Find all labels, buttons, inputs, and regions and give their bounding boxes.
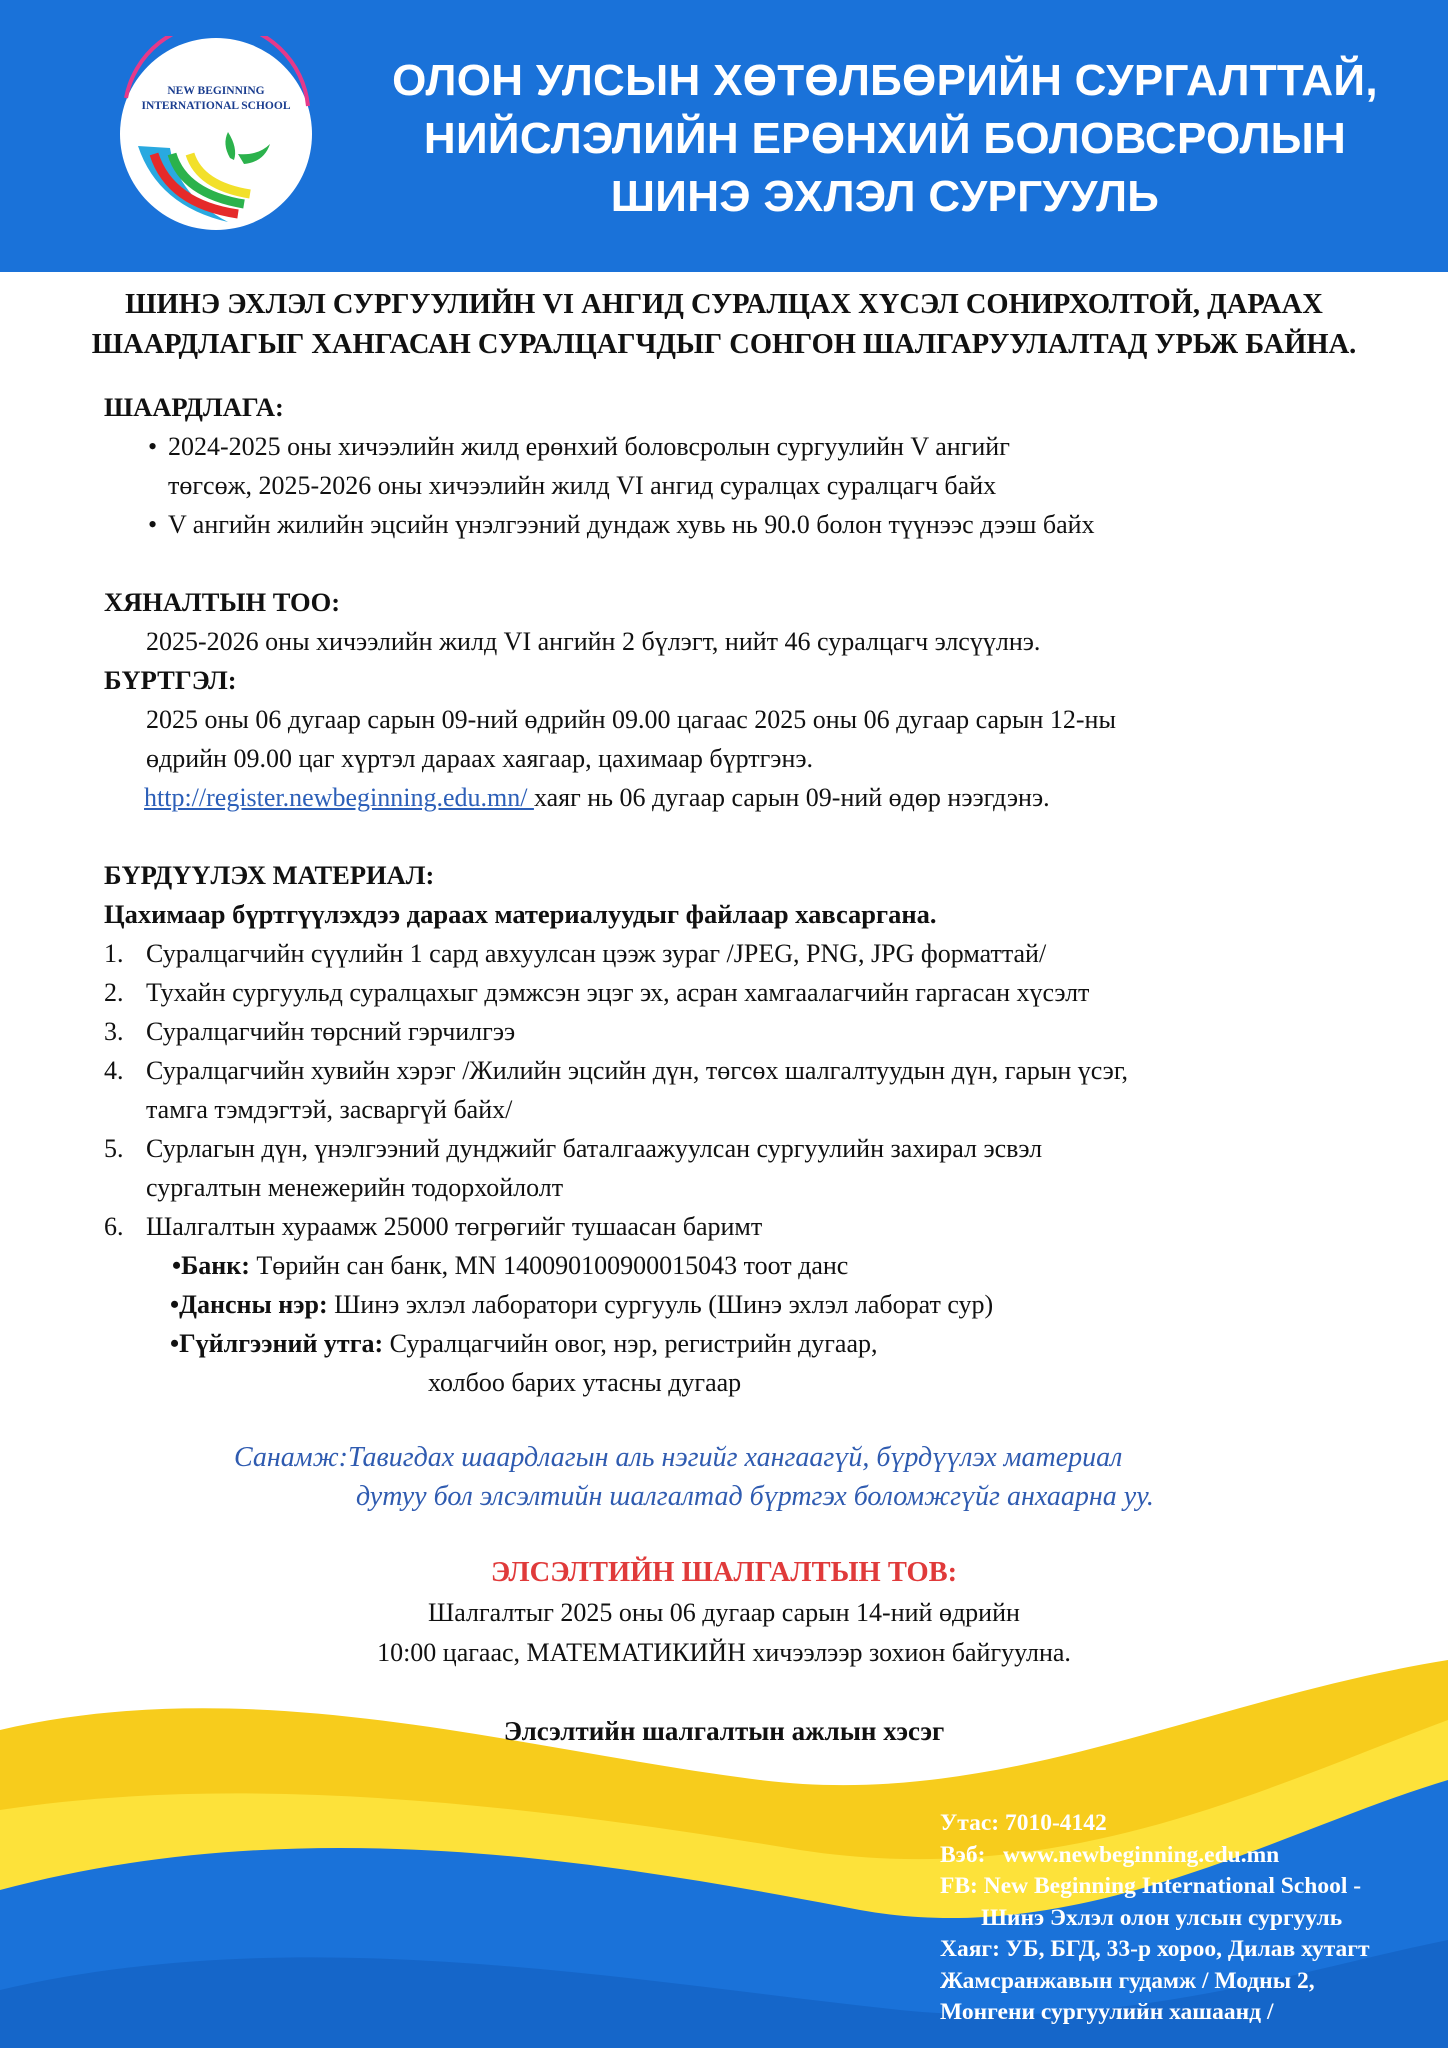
footer-heading: Элсэлтийн шалгалтын ажлын хэсэг: [503, 1716, 945, 1746]
material-number-1: 1.: [104, 939, 124, 968]
logo-text-line2: INTERNATIONAL SCHOOL: [141, 100, 291, 112]
material-item-1: Суралцагчийн сүүлийн 1 сард авхуулсан цээж зураг /JPEG, PNG, JPG форматтай/: [146, 939, 1047, 968]
registration-line1: 2025 оны 06 дугаар сарын 09-ний өдрийн 09.00 цагаас 2025 оны 06 дугаар сарын 12-ны: [146, 705, 1116, 734]
bank-value: Төрийн сан банк, MN 140090100900015043 тоот данс: [249, 1251, 849, 1280]
registration-line2: өдрийн 09.00 цаг хүртэл дараах хаягаар, цахимаар бүртгэнэ.: [146, 744, 814, 773]
materials-subheading: Цахимаар бүртгүүлэхдээ дараах материалуудыг файлаар хавсаргана.: [104, 899, 937, 929]
header-banner: [0, 0, 1448, 272]
contact-address-line2: Жамсранжавын гудамж / Модны 2,: [940, 1967, 1315, 1994]
material-number-2: 2.: [104, 978, 124, 1007]
exam-heading: ЭЛСЭЛТИЙН ШАЛГАЛТЫН ТОВ:: [490, 1557, 958, 1588]
material-item-3: Суралцагчийн төрсний гэрчилгээ: [146, 1017, 516, 1046]
registration-link-suffix: хаяг нь 06 дугаар сарын 09-ний өдөр нээгдэнэ.: [533, 783, 1050, 812]
material-item-4-line2: тамга тэмдэгтэй, засваргүй байх/: [146, 1095, 513, 1124]
note-line1: Санамж:Тавигдах шаардлагын аль нэгийг хангаагүй, бүрдүүлэх материал: [234, 1442, 1123, 1473]
purpose-value: Суралцагчийн овог, нэр, регистрийн дугаар,: [383, 1329, 878, 1358]
title-line-2: НИЙСЛЭЛИЙН ЕРӨНХИЙ БОЛОВСРОЛЫН: [423, 114, 1347, 163]
contact-info: [940, 1808, 1440, 2029]
title-line-1: ОЛОН УЛСЫН ХӨТӨЛБӨРИЙН СУРГАЛТТАЙ,: [392, 56, 1378, 105]
school-logo: [118, 36, 314, 232]
bullet-2: •: [148, 510, 158, 539]
intro-line-2: ШААРДЛАГЫГ ХАНГАСАН СУРАЛЦАГЧДЫГ СОНГОН ШАЛГАРУУЛАЛТАД УРЬЖ БАЙНА.: [91, 329, 1357, 360]
note-line2: дутуу бол элсэлтийн шалгалтад бүртгэх боломжгүйг анхаарна уу.: [356, 1481, 1154, 1512]
page-title: [340, 52, 1430, 226]
bank-label: •Банк:: [172, 1251, 250, 1280]
intro-line-1: ШИНЭ ЭХЛЭЛ СУРГУУЛИЙН VI АНГИД СУРАЛЦАХ ХҮСЭЛ СОНИРХОЛТОЙ, ДАРААХ: [125, 289, 1323, 320]
material-number-5: 5.: [104, 1134, 124, 1163]
registration-link-line: [144, 778, 1050, 817]
account-value: Шинэ эхлэл лаборатори сургууль (Шинэ эхлэл лаборат сур): [327, 1290, 994, 1319]
purpose-value-line2: холбоо барих утасны дугаар: [428, 1368, 742, 1397]
material-item-5-line1: Сурлагын дүн, үнэлгээний дунджийг баталгаажуулсан сургуулийн захирал эсвэл: [146, 1134, 1043, 1163]
bullet-1: •: [148, 432, 158, 461]
material-number-3: 3.: [104, 1017, 124, 1046]
contact-phone: Утас: 7010-4142: [940, 1810, 1107, 1836]
requirement-2: V ангийн жилийн эцсийн үнэлгээний дундаж хувь нь 90.0 болон түүнээс дээш байх: [168, 510, 1095, 539]
requirement-1-line1: 2024-2025 оны хичээлийн жилд ерөнхий боловсролын сургуулийн V ангийг: [168, 432, 1010, 461]
material-item-5-line2: сургалтын менежерийн тодорхойлолт: [146, 1173, 564, 1202]
account-label: •Дансны нэр:: [170, 1290, 328, 1319]
requirements-heading: ШААРДЛАГА:: [104, 392, 284, 422]
material-item-2: Тухайн сургуульд суралцахыг дэмжсэн эцэг эх, асран хамгаалагчийн гаргасан хүсэлт: [146, 978, 1090, 1007]
materials-heading: БҮРДҮҮЛЭХ МАТЕРИАЛ:: [104, 860, 435, 890]
contact-address-line3: Монгени сургуулийн хашаанд /: [940, 1999, 1274, 2025]
bank-line: [172, 1246, 848, 1285]
registration-link[interactable]: http://register.newbeginning.edu.mn/: [144, 783, 534, 812]
quota-heading: ХЯНАЛТЫН ТОО:: [104, 587, 341, 617]
quota-text: 2025-2026 оны хичээлийн жилд VI ангийн 2 бүлэгт, нийт 46 суралцагч элсүүлнэ.: [146, 627, 1041, 656]
logo-text-line1: NEW BEGINNING: [167, 85, 265, 97]
purpose-label: •Гүйлгээний утга:: [170, 1329, 384, 1358]
account-line: [170, 1285, 993, 1324]
contact-facebook-mn: Шинэ Эхлэл олон улсын сургууль: [940, 1904, 1343, 1931]
material-item-4-line1: Суралцагчийн хувийн хэрэг /Жилийн эцсийн дүн, төгсөх шалгалтуудын дүн, гарын үсэг,: [146, 1056, 1129, 1085]
intro-announcement: [30, 285, 1418, 365]
contact-facebook[interactable]: FB: New Beginning International School -: [940, 1873, 1362, 1899]
contact-address-line1: Хаяг: УБ, БГД, 33-р хороо, Дилав хутагт: [940, 1936, 1370, 1962]
purpose-line: [170, 1324, 878, 1363]
title-line-3: ШИНЭ ЭХЛЭЛ СУРГУУЛЬ: [610, 172, 1160, 221]
registration-heading: БҮРТГЭЛ:: [104, 665, 237, 695]
contact-website[interactable]: Вэб: www.newbeginning.edu.mn: [940, 1841, 1280, 1868]
material-number-6: 6.: [104, 1212, 124, 1241]
material-item-6: Шалгалтын хураамж 25000 төгрөгийг тушаасан баримт: [146, 1212, 763, 1241]
requirement-1-line2: төгсөж, 2025-2026 оны хичээлийн жилд VI ангид суралцах суралцагч байх: [168, 471, 997, 500]
exam-line2: 10:00 цагаас, МАТЕМАТИКИЙН хичээлээр зохион байгуулна.: [377, 1638, 1071, 1667]
material-number-4: 4.: [104, 1056, 124, 1085]
exam-line1: Шалгалтыг 2025 оны 06 дугаар сарын 14-ний өдрийн: [428, 1598, 1020, 1627]
